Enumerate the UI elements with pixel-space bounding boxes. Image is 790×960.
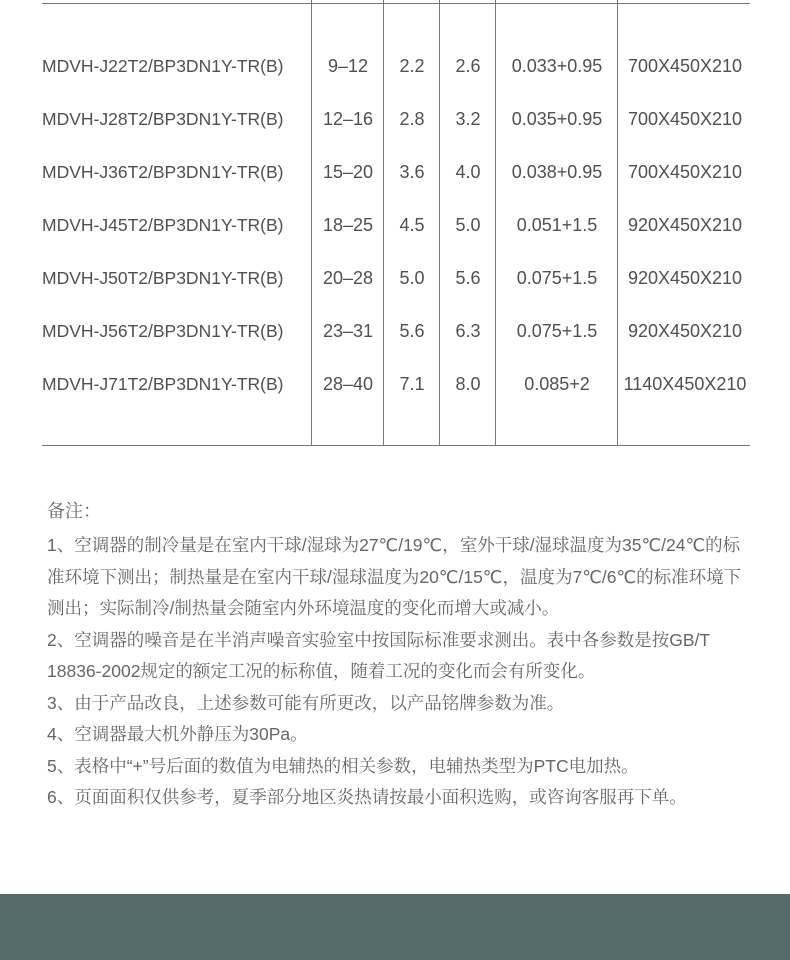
heating-cell: 5.0 [455, 215, 481, 235]
table-top-border [42, 3, 750, 4]
model-cell: MDVH-J71T2/BP3DN1Y-TR(B) [42, 374, 284, 394]
note-item: 3、由于产品改良，上述参数可能有所更改，以产品铭牌参数为准。 [47, 692, 565, 713]
note-item: 6、页面面积仅供参考，夏季部分地区炎热请按最小面积选购，或咨询客服再下单。 [47, 787, 687, 807]
cooling-cell: 5.0 [399, 268, 425, 288]
table-row [40, 263, 752, 293]
table-bottom-border [42, 445, 750, 446]
dimensions-cell: 700X450X210 [627, 109, 743, 129]
area-cell: 18–25 [322, 215, 374, 235]
note-item: 1、空调器的制冷量是在室内干球/湿球为27℃/19℃，室外干球/湿球温度为35℃/24℃的标准环境下测出；制热量是在室内干球/湿球温度为20℃/15℃，温度为7℃/6℃的标准环境下测出；实际制冷/制热量会随室内外环境温度的变化而增大或减小。 [47, 535, 742, 618]
cooling-cell: 2.2 [399, 56, 425, 76]
table-row [40, 104, 752, 134]
model-cell: MDVH-J28T2/BP3DN1Y-TR(B) [42, 109, 284, 129]
dimensions-cell: 920X450X210 [627, 268, 743, 288]
heating-cell: 4.0 [455, 162, 481, 182]
dimensions-cell: 700X450X210 [627, 56, 743, 76]
area-cell: 20–28 [322, 268, 374, 288]
notes-section [47, 496, 757, 814]
table-row [40, 210, 752, 240]
model-cell: MDVH-J22T2/BP3DN1Y-TR(B) [42, 56, 284, 76]
power-cell: 0.051+1.5 [516, 215, 598, 235]
model-cell: MDVH-J56T2/BP3DN1Y-TR(B) [42, 321, 284, 341]
spec-table [40, 0, 752, 446]
area-cell: 12–16 [322, 109, 374, 129]
power-cell: 0.038+0.95 [511, 162, 603, 182]
cooling-cell: 5.6 [399, 321, 425, 341]
area-cell: 9–12 [327, 56, 369, 76]
area-cell: 28–40 [322, 374, 374, 394]
heating-cell: 3.2 [455, 109, 481, 129]
model-cell: MDVH-J50T2/BP3DN1Y-TR(B) [42, 268, 284, 288]
dimensions-cell: 700X450X210 [627, 162, 743, 182]
heating-cell: 5.6 [455, 268, 481, 288]
power-cell: 0.033+0.95 [511, 56, 603, 76]
power-cell: 0.035+0.95 [511, 109, 603, 129]
dimensions-cell: 920X450X210 [627, 321, 743, 341]
heating-cell: 8.0 [455, 374, 481, 394]
area-cell: 15–20 [322, 162, 374, 182]
heating-cell: 6.3 [455, 321, 481, 341]
note-item: 2、空调器的噪音是在半消声噪音实验室中按国际标准要求测出。表中各参数是按GB/T 18836-2002规定的额定工况的标称值，随着工况的变化而会有所变化。 [47, 629, 710, 681]
table-row [40, 316, 752, 346]
notes-title: 备注： [47, 501, 101, 521]
note-item: 5、表格中“+”号后面的数值为电辅热的相关参数，电辅热类型为PTC电加热。 [47, 755, 639, 776]
cooling-cell: 4.5 [399, 215, 425, 235]
note-item: 4、空调器最大机外静压为30Pa。 [47, 724, 308, 744]
table-row [40, 51, 752, 81]
model-cell: MDVH-J36T2/BP3DN1Y-TR(B) [42, 162, 284, 182]
footer-band [0, 894, 790, 960]
cooling-cell: 2.8 [399, 109, 425, 129]
model-cell: MDVH-J45T2/BP3DN1Y-TR(B) [42, 215, 284, 235]
dimensions-cell: 920X450X210 [627, 215, 743, 235]
power-cell: 0.085+2 [524, 374, 590, 394]
power-cell: 0.075+1.5 [516, 268, 598, 288]
power-cell: 0.075+1.5 [516, 321, 598, 341]
area-cell: 23–31 [322, 321, 374, 341]
dimensions-cell: 1140X450X210 [623, 374, 747, 394]
table-row [40, 369, 752, 399]
cooling-cell: 7.1 [399, 374, 425, 394]
cooling-cell: 3.6 [399, 162, 425, 182]
heating-cell: 2.6 [455, 56, 481, 76]
table-row [40, 157, 752, 187]
